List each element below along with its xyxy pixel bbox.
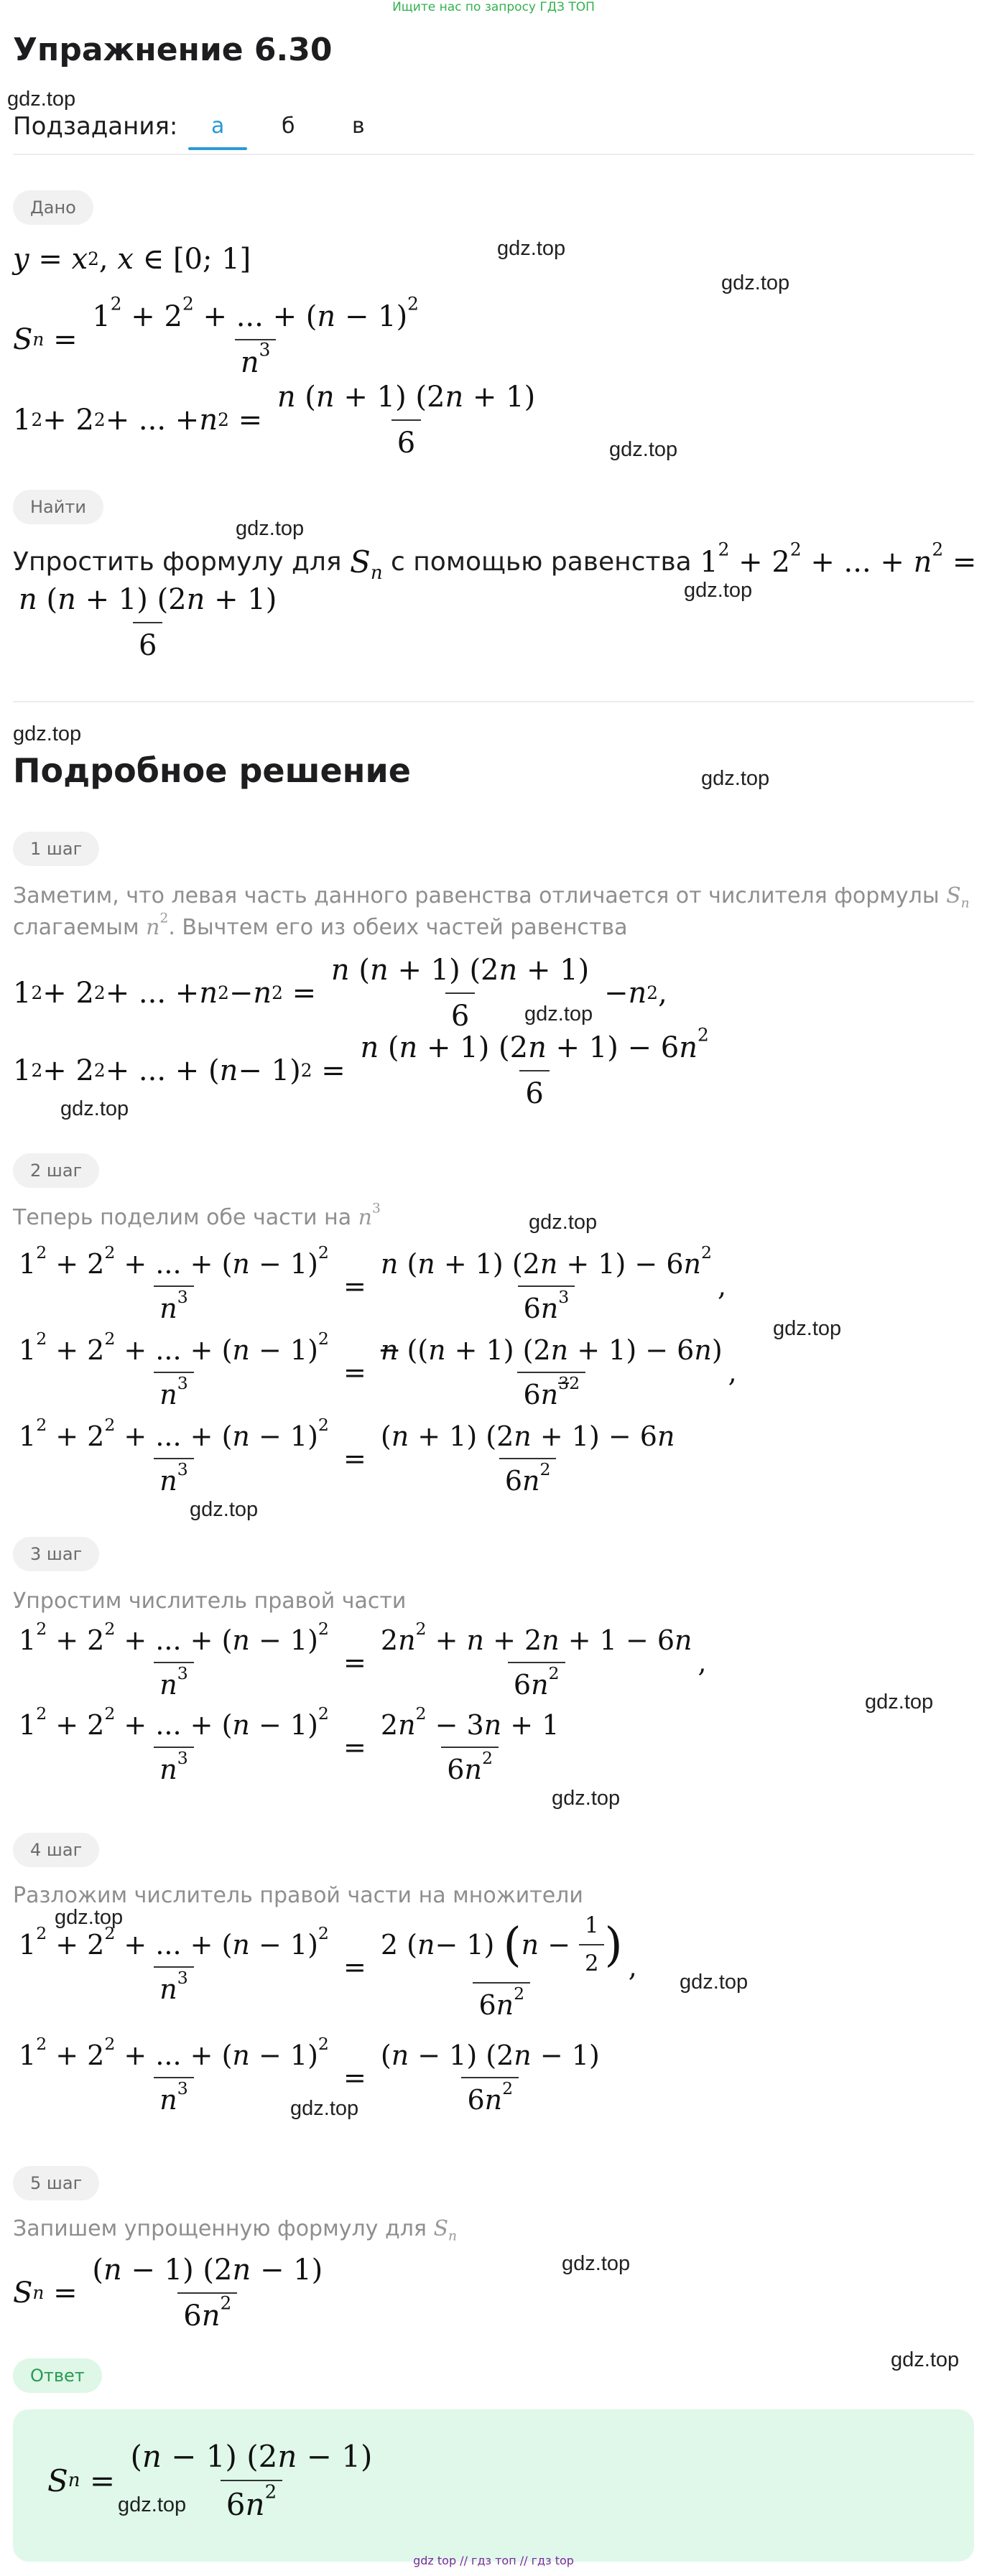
- step-1-text: Заметим, что левая часть данного равенства отличается от числителя формулы $S_n$ слагаемым $n^2$. Вычтем его из обеих частей равенства: [13, 883, 970, 940]
- step-2-badge: 2 шаг: [13, 1153, 99, 1188]
- find-text-line-2: $\frac{n (n + 1) (2n + 1)}{6}$: [19, 583, 277, 662]
- watermark: gdz.top: [562, 2252, 631, 2275]
- answer-badge: Ответ: [13, 2358, 102, 2393]
- step-4-eq-2: $\frac{1^2 + 2^2 + ... + (n - 1)^2}{n^3}$ = $\frac{(n - 1) (2n - 1)}{6n^2}$: [19, 2033, 600, 2116]
- source-label: gdz.top: [7, 88, 76, 111]
- watermark: gdz.top: [13, 722, 82, 745]
- watermark: gdz.top: [190, 1498, 259, 1521]
- watermark: gdz.top: [236, 517, 305, 540]
- watermark: gdz.top: [680, 1971, 749, 1994]
- step-2-eq-2: $\frac{1^2 + 2^2 + ... + (n - 1)^2}{n^3}$ = $\frac{n ((n + 1) (2n + 1) - 6n)}{6n^{32}}$ ,: [19, 1328, 737, 1410]
- given-line-1: y = x 2 , x ∈ [0; 1]: [13, 243, 251, 276]
- page-title: Упражнение 6.30: [13, 32, 333, 68]
- step-1-eq-1: 1 2 + 2 2 + ... + n 2 − n 2 = $\frac{n (n + 1) (2n + 1)}{6}$ − n 2 ,: [13, 954, 667, 1033]
- given-line-3: 1 2 + 2 2 + ... + n 2 = $\frac{n (n + 1) (2n + 1)}{6}$: [13, 381, 536, 460]
- given-line-2: S n = $\frac{1^2 + 2^2 + ... + (n - 1)^2}{n^3}$: [13, 293, 419, 379]
- step-1-eq-2: 1 2 + 2 2 + ... + ( n − 1) 2 = $\frac{n (n + 1) (2n + 1) - 6n^2}{6}$: [13, 1024, 709, 1110]
- watermark: gdz.top: [60, 1097, 129, 1120]
- watermark: gdz.top: [290, 2097, 359, 2120]
- step-5-badge: 5 шаг: [13, 2166, 99, 2200]
- find-badge: Найти: [13, 490, 103, 524]
- watermark: gdz.top: [684, 579, 753, 602]
- active-tab-indicator: [188, 147, 247, 150]
- step-2-eq-1: $\frac{1^2 + 2^2 + ... + (n - 1)^2}{n^3}$ = $\frac{n (n + 1) (2n + 1) - 6n^2}{6n^3}$ ,: [19, 1242, 727, 1324]
- step-4-eq-1: $\frac{1^2 + 2^2 + ... + (n - 1)^2}{n^3}$ = 2 ( n − 1) ( n − $\frac{1}{2}$ ) $6n^2$ ,: [19, 1913, 637, 2021]
- subtasks-label: Подзадания:: [13, 112, 178, 141]
- step-1-badge: 1 шаг: [13, 832, 99, 866]
- answer-formula: S n = $\frac{(n - 1) (2n - 1)}{6n^2}$: [47, 2439, 373, 2522]
- step-2-eq-3: $\frac{1^2 + 2^2 + ... + (n - 1)^2}{n^3}$ = $\frac{(n + 1) (2n + 1) - 6n}{6n^2}$: [19, 1414, 675, 1497]
- watermark: gdz.top: [118, 2493, 187, 2516]
- watermark: gdz.top: [865, 1691, 934, 1714]
- watermark: gdz.top: [524, 1003, 593, 1026]
- step-3-text: Упростим числитель правой части: [13, 1589, 407, 1614]
- solution-heading: Подробное решение: [13, 751, 411, 790]
- find-text-line-1: Упростить формулу для $S_n$ с помощью равенства $1^2 + 2^2$ + ... + $n^2$ =: [13, 539, 977, 585]
- top-hint: Ищите нас по запросу ГДЗ ТОП: [392, 0, 595, 14]
- step-5-eq: S n = $\frac{(n - 1) (2n - 1)}{6n^2}$: [13, 2254, 323, 2333]
- given-badge: Дано: [13, 190, 93, 225]
- footer: gdz top // гдз топ // гдз top: [413, 2554, 574, 2567]
- step-4-badge: 4 шаг: [13, 1833, 99, 1867]
- tab-b[interactable]: б: [282, 113, 295, 139]
- step-2-text: Теперь поделим обе части на $n^3$: [13, 1201, 381, 1230]
- watermark: gdz.top: [721, 271, 790, 294]
- watermark: gdz.top: [701, 767, 770, 790]
- watermark: gdz.top: [552, 1787, 621, 1810]
- watermark: gdz.top: [529, 1211, 598, 1234]
- watermark: gdz.top: [609, 438, 678, 461]
- watermark: gdz.top: [891, 2348, 960, 2371]
- step-3-eq-1: $\frac{1^2 + 2^2 + ... + (n - 1)^2}{n^3}$ = $\frac{2n^2 + n + 2n + 1 - 6n}{6n^2}$ ,: [19, 1618, 707, 1701]
- step-3-badge: 3 шаг: [13, 1537, 99, 1571]
- tabs-divider: [13, 154, 974, 155]
- tab-a[interactable]: а: [211, 113, 225, 139]
- section-divider: [13, 701, 974, 702]
- watermark: gdz.top: [773, 1317, 842, 1340]
- step-5-text: Запишем упрощенную формулу для $S_n$: [13, 2216, 458, 2244]
- tab-v[interactable]: в: [352, 113, 365, 139]
- step-4-text: Разложим числитель правой части на множители: [13, 1883, 583, 1908]
- step-3-eq-2: $\frac{1^2 + 2^2 + ... + (n - 1)^2}{n^3}$ = $\frac{2n^2 - 3n + 1}{6n^2}$: [19, 1703, 560, 1785]
- watermark: gdz.top: [55, 1906, 124, 1929]
- watermark: gdz.top: [497, 237, 566, 260]
